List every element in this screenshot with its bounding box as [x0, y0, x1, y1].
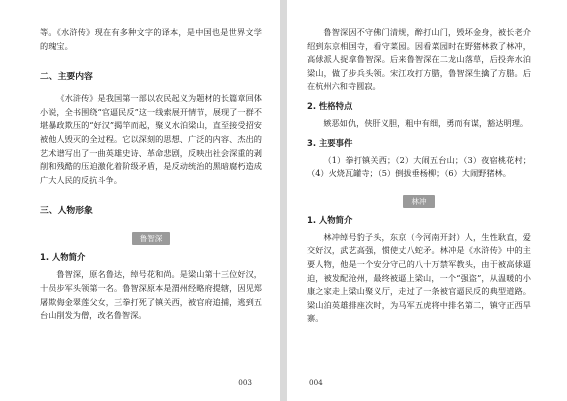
page-number-left: 003 — [238, 378, 252, 387]
profile-continued-paragraph: 鲁智深因不守佛门清规，醉打山门，毁坏金身，被长老介绍到东京相国寺，看守菜园。因看菜园时在野猪林救了林冲，高俅派人捉拿鲁智深。后来鲁智深在二龙山落草，后投奔水泊梁山，做了步兵头领。宋江攻打方腊，鲁智深生擒了方腊。后在杭州六和寺圆寂。 — [307, 27, 531, 92]
main-content-paragraph: 《水浒传》是我国第一部以农民起义为题材的长篇章回体小说，全书围绕“官逼民反”这一线索展开情节，展现了一群不堪暴政欺压的“好汉”揭竿而起，聚义水泊梁山，直至接受招安被他人毁灭的全过程。它以深刻的思想、广泛的内容、杰出的艺术谱写出了一曲英雄史诗、革命悲剧，反映出社会深重的剥削和残酷的压迫激化着阶级矛盾，是反动统治的黑暗腐朽造成广大人民的反抗斗争。 — [40, 93, 262, 185]
right-page — [287, 0, 567, 401]
linchong-profile-paragraph: 林冲绰号豹子头，东京（今河南开封）人，生性耿直，爱交好汉，武艺高强，惯使丈八蛇矛。林冲是《水浒传》中的主要人物，他是一个安分守己的八十万禁军教头，由于被高俅逼迫，被发配沧州，最终被逼上梁山，一个“强盗”，从温暖的小康之家走上梁山聚义厅，走过了一条被官逼民反的典型道路。梁山泊英雄排座次时，为马军五虎将中排名第二，镇守正西旱寨。 — [307, 231, 531, 324]
events-paragraph: （1）拳打镇关西；（2）大闹五台山；（3）夜宿桃花村；（4）火烧瓦罐寺；（5）倒拔垂杨柳；（6）大闹野猪林。 — [307, 154, 531, 179]
section-characters-heading: 三、人物形象 — [40, 206, 93, 217]
page-number-right: 004 — [309, 378, 323, 387]
profile-paragraph: 鲁智深，原名鲁达，绰号花和尚。是梁山第十三位好汉，十员步军头领第一名。鲁智深原本是渭州经略府提辖，因见郑屠欺侮金翠莲父女，三拳打死了镇关西，被官府追捕，逃到五台山削发为僧，改名鲁智深。 — [40, 269, 262, 321]
character-badge-wrap — [40, 226, 262, 245]
character-badge-wrap-2 — [307, 189, 531, 208]
character-badge-luzhishen: 鲁智深 — [132, 232, 171, 245]
subheading-profile: 1. 人物简介 — [40, 252, 86, 263]
subheading-events: 3. 主要事件 — [307, 137, 353, 148]
section-main-content-heading: 二、主要内容 — [40, 72, 93, 83]
traits-paragraph: 嫉恶如仇，侠肝义胆，粗中有细，勇而有谋，豁达明理。 — [323, 117, 529, 128]
character-badge-linchong: 林冲 — [403, 195, 434, 208]
subheading-traits: 2. 性格特点 — [307, 100, 353, 111]
intro-tail-paragraph: 等。《水浒传》现在有多种文字的译本，是中国也是世界文学的瑰宝。 — [40, 27, 262, 51]
subheading-profile-2: 1. 人物简介 — [307, 214, 353, 225]
left-page — [0, 0, 280, 401]
